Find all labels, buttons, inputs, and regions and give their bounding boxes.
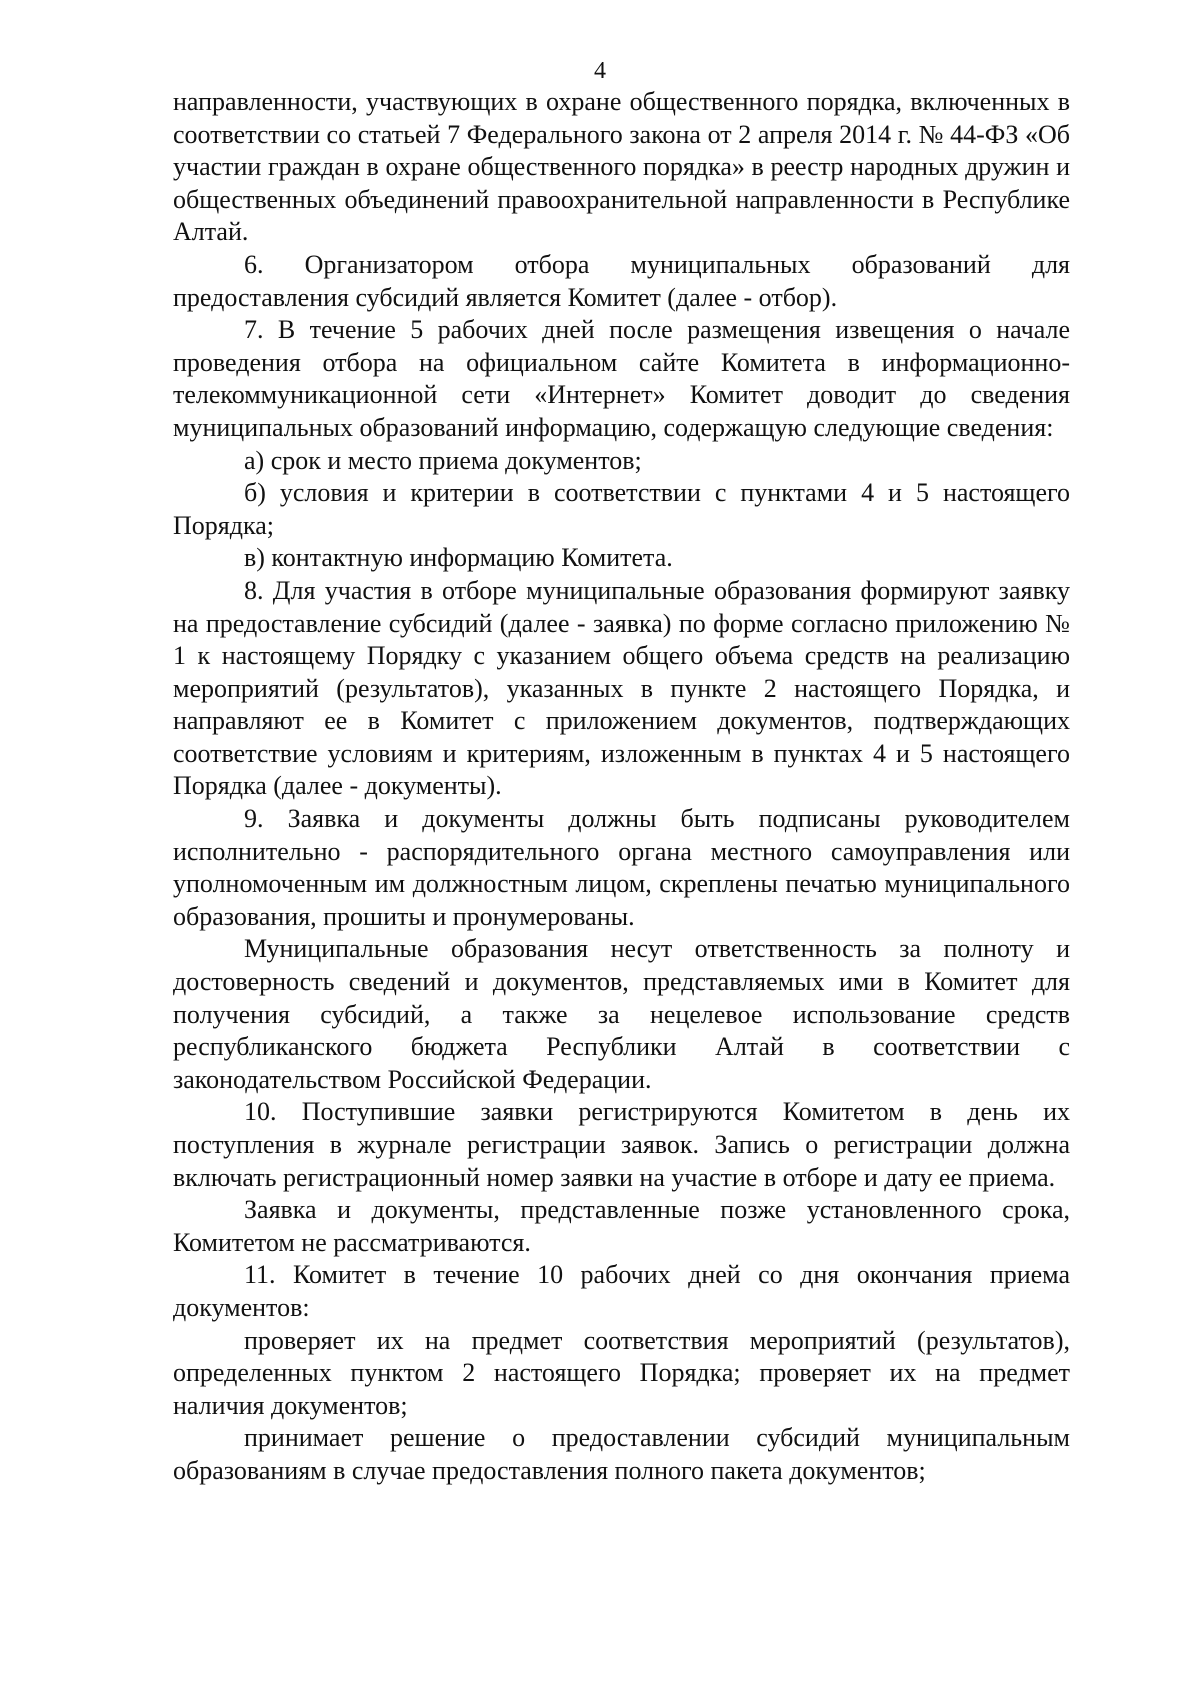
paragraph-item-8: 8. Для участия в отборе муниципальные образования формируют заявку на предоставление субсидий (далее - заявка) по форме согласно приложению № 1 к настоящему Порядку с указанием общего объема средств на реализацию мероприятий (результатов), указанных в пункте 2 настоящего Порядка, и направляют ее в Комитет с приложением документов, подтверждающих соответствие условиям и критериям, изложенным в пунктах 4 и 5 настоящего Порядка (далее - документы). bbox=[173, 575, 1070, 801]
paragraph-responsibility: Муниципальные образования несут ответственность за полноту и достоверность сведений и документов, представляемых ими в Комитет для получения субсидий, а также за нецелевое использование средств республиканского бюджета Республики Алтай в соответствии с законодательством Российской Федерации. bbox=[173, 934, 1070, 1094]
paragraph-item-6: 6. Организатором отбора муниципальных образований для предоставления субсидий является Комитет (далее - отбор). bbox=[173, 249, 1070, 312]
paragraph-continuation: направленности, участвующих в охране общественного порядка, включенных в соответствии со статьей 7 Федерального закона от 2 апреля 2014 г. № 44-ФЗ «Об участии граждан в охране общественного порядка» в реестр народных дружин и общественных объединений правоохранительной направленности в Республике Алтай. bbox=[173, 87, 1070, 247]
paragraph-item-7: 7. В течение 5 рабочих дней после размещения извещения о начале проведения отбора на официальном сайте Комитета в информационно-телекоммуникационной сети «Интернет» Комитет доводит до сведения муниципальных образований информацию, содержащую следующие сведения: bbox=[173, 315, 1070, 442]
paragraph-subitem-b: б) условия и критерии в соответствии с пунктами 4 и 5 настоящего Порядка; bbox=[173, 478, 1070, 540]
document-body bbox=[173, 86, 1070, 1488]
paragraph-subitem-a: а) срок и место приема документов; bbox=[244, 445, 642, 475]
paragraph-subitem-v: в) контактную информацию Комитета. bbox=[244, 543, 673, 573]
paragraph-item-9: 9. Заявка и документы должны быть подписаны руководителем исполнительно - распорядительного органа местного самоуправления или уполномоченным им должностным лицом, скреплены печатью муниципального образования, прошиты и пронумерованы. bbox=[173, 804, 1070, 931]
paragraph-item-10: 10. Поступившие заявки регистрируются Комитетом в день их поступления в журнале регистрации заявок. Запись о регистрации должна включать регистрационный номер заявки на участие в отборе и дату ее приема. bbox=[173, 1097, 1070, 1192]
paragraph-item-11: 11. Комитет в течение 10 рабочих дней со дня окончания приема документов: bbox=[173, 1260, 1070, 1322]
paragraph-late-submissions: Заявка и документы, представленные позже установленного срока, Комитетом не рассматриваются. bbox=[173, 1195, 1070, 1257]
page-number: 4 bbox=[594, 58, 606, 84]
paragraph-check-documents: проверяет их на предмет соответствия мероприятий (результатов), определенных пунктом 2 настоящего Порядка; проверяет их на предмет наличия документов; bbox=[173, 1325, 1070, 1420]
paragraph-decision: принимает решение о предоставлении субсидий муниципальным образованиям в случае предоставления полного пакета документов; bbox=[173, 1423, 1070, 1485]
